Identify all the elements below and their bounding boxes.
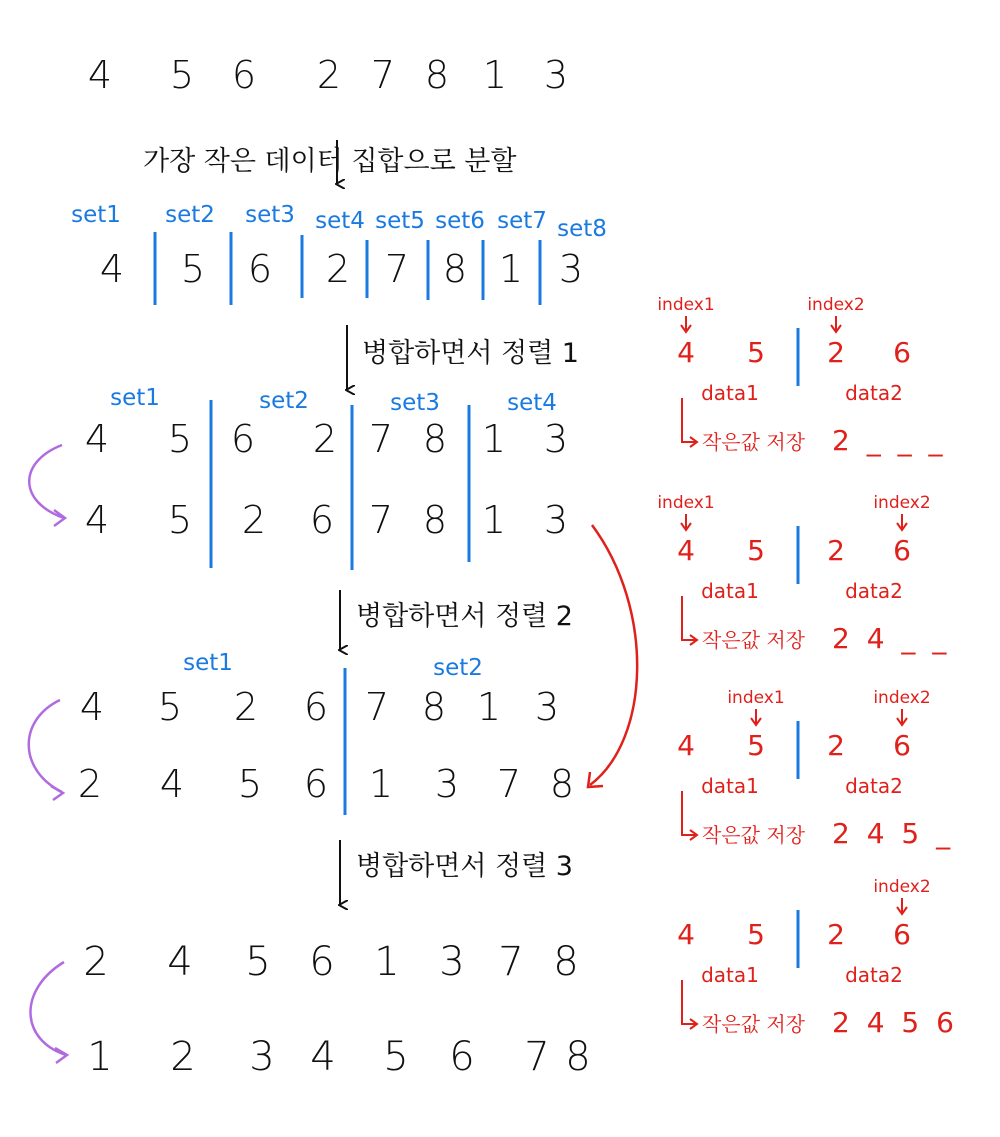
- pass3-before-value: 2: [83, 939, 109, 985]
- pass2-arrowhead: [51, 786, 63, 800]
- data1-label: data1: [701, 963, 759, 987]
- stored-result: 2 _ _ _: [832, 424, 947, 457]
- set-label: set5: [375, 208, 425, 234]
- set-label: set4: [315, 208, 365, 234]
- pass1-after-value: 1: [481, 498, 507, 542]
- pass1: [29, 385, 568, 570]
- pass1-after-value: 8: [422, 498, 448, 542]
- data2-value: 2: [827, 336, 845, 369]
- pass2-after-value: 2: [77, 762, 103, 806]
- pass2-before-value: 5: [157, 685, 183, 729]
- pass3-after-value: 4: [310, 1034, 336, 1080]
- set-label: set2: [259, 388, 309, 414]
- set-label: set2: [433, 655, 483, 681]
- red-connector-arc: [590, 525, 637, 785]
- pass1-before-value: 2: [312, 417, 338, 461]
- data1-value: 4: [677, 729, 695, 762]
- pass3-arrowhead: [55, 1048, 67, 1063]
- data1-value: 5: [747, 336, 765, 369]
- set-label: set7: [497, 208, 547, 234]
- pass2-before-value: 1: [476, 685, 502, 729]
- pass1-after-value: 5: [167, 498, 193, 542]
- pass3-before-value: 4: [167, 939, 193, 985]
- pass3-after-value: 6: [449, 1034, 475, 1080]
- pass3-before-value: 7: [498, 939, 524, 985]
- pass3-before-value: 3: [439, 939, 465, 985]
- pass2-after-value: 7: [496, 762, 522, 806]
- pass1-after-value: 2: [241, 498, 267, 542]
- data2-label: data2: [845, 381, 903, 405]
- split-value: 7: [384, 247, 410, 291]
- stored-result: 2 4 _ _: [832, 622, 951, 655]
- split-value: 4: [99, 247, 125, 291]
- pass2-after-value: 4: [159, 762, 185, 806]
- pass3-after-value: 5: [383, 1034, 409, 1080]
- pass1-transition-arrow: [29, 445, 64, 518]
- pass1-after-value: 4: [84, 498, 110, 542]
- split-step-label: 가장 작은 데이터 집합으로 분할: [143, 146, 517, 177]
- pass2-before-value: 4: [79, 685, 105, 729]
- pass1-after-value: 6: [309, 498, 335, 542]
- pass3-before-value: 5: [245, 939, 271, 985]
- data2-value: 2: [827, 534, 845, 567]
- pass2-after-value: 3: [434, 762, 460, 806]
- store-label: 작은값 저장: [702, 430, 805, 454]
- pass2-after-value: 6: [303, 762, 329, 806]
- split-value: 1: [498, 247, 524, 291]
- pass2-after-value: 5: [237, 762, 263, 806]
- pass2-before-value: 3: [534, 685, 560, 729]
- set-label: set2: [165, 202, 215, 228]
- initial-value: 8: [424, 53, 450, 97]
- data1-value: 4: [677, 336, 695, 369]
- pass2-before-value: 2: [233, 685, 259, 729]
- set-label: set3: [390, 390, 440, 416]
- pass2-before-value: 8: [421, 685, 447, 729]
- set-label: set4: [507, 390, 557, 416]
- pass3-after-value: 3: [249, 1034, 275, 1080]
- merge-demo-panels: [657, 295, 958, 1039]
- data2-value: 6: [893, 729, 911, 762]
- data1-label: data1: [701, 579, 759, 603]
- pass2: [29, 650, 574, 815]
- pass3-after-value: 2: [170, 1034, 196, 1080]
- data1-value: 4: [677, 918, 695, 951]
- pass2-before-value: 7: [364, 685, 390, 729]
- pass3-before-value: 1: [374, 939, 400, 985]
- pass1-before-value: 1: [481, 417, 507, 461]
- data2-value: 6: [893, 918, 911, 951]
- merge-step-1-label: 병합하면서 정렬 1: [362, 338, 579, 369]
- store-arrow: [682, 596, 696, 640]
- stored-result: 2 4 5 _: [832, 817, 955, 850]
- data2-label: data2: [845, 579, 903, 603]
- merge-step-3-label: 병합하면서 정렬 3: [356, 851, 573, 882]
- data1-label: data1: [701, 381, 759, 405]
- pass3-before-value: 8: [553, 939, 579, 985]
- pass1-before-value: 4: [84, 417, 110, 461]
- data2-label: data2: [845, 774, 903, 798]
- initial-value: 6: [231, 53, 257, 97]
- index1-label: index1: [657, 295, 715, 315]
- stored-result: 2 4 5 6: [832, 1006, 958, 1039]
- split-value: 6: [247, 247, 273, 291]
- initial-value: 5: [169, 53, 195, 97]
- pass1-after-value: 7: [368, 498, 394, 542]
- pass1-arrowhead: [54, 510, 65, 526]
- index1-label: index1: [657, 493, 715, 513]
- initial-value: 3: [543, 53, 569, 97]
- data1-value: 5: [747, 918, 765, 951]
- data2-value: 6: [893, 336, 911, 369]
- initial-array: [88, 53, 568, 97]
- pass3-after-value: 8: [565, 1034, 591, 1080]
- pass1-before-value: 8: [422, 417, 448, 461]
- index2-label: index2: [807, 295, 865, 315]
- merge-step-2-label: 병합하면서 정렬 2: [356, 601, 573, 632]
- store-label: 작은값 저장: [702, 823, 805, 847]
- pass3-after-value: 1: [87, 1034, 113, 1080]
- pass3: [30, 939, 590, 1080]
- pass1-before-value: 7: [368, 417, 394, 461]
- set-label: set1: [110, 385, 160, 411]
- pass2-before-value: 6: [303, 685, 329, 729]
- pass1-before-value: 5: [167, 417, 193, 461]
- data1-value: 4: [677, 534, 695, 567]
- initial-value: 4: [87, 53, 113, 97]
- pass1-before-value: 3: [543, 417, 569, 461]
- index2-label: index2: [873, 688, 931, 708]
- set-label: set8: [557, 216, 607, 242]
- data1-label: data1: [701, 774, 759, 798]
- pass1-before-value: 6: [230, 417, 256, 461]
- data1-value: 5: [747, 729, 765, 762]
- index2-label: index2: [873, 493, 931, 513]
- initial-value: 7: [370, 53, 396, 97]
- store-arrow: [682, 398, 696, 442]
- pass3-transition-arrow: [30, 962, 66, 1055]
- pass3-before-value: 6: [309, 939, 335, 985]
- set-label: set1: [71, 202, 121, 228]
- split-value: 2: [325, 247, 351, 291]
- split-value: 8: [442, 247, 468, 291]
- split-value: 5: [180, 247, 206, 291]
- pass2-after-value: 1: [368, 762, 394, 806]
- set-label: set1: [183, 650, 233, 676]
- initial-value: 1: [482, 53, 508, 97]
- data2-value: 6: [893, 534, 911, 567]
- set-label: set3: [245, 202, 295, 228]
- pass2-transition-arrow: [29, 700, 62, 792]
- index1-label: index1: [727, 688, 785, 708]
- set-label: set6: [435, 208, 485, 234]
- store-arrow: [682, 791, 696, 835]
- data1-value: 5: [747, 534, 765, 567]
- initial-value: 2: [316, 53, 342, 97]
- pass1-after-value: 3: [543, 498, 569, 542]
- split-sets: [71, 202, 607, 305]
- data2-value: 2: [827, 729, 845, 762]
- pass3-after-value: 7: [524, 1034, 550, 1080]
- pass2-after-value: 8: [549, 762, 575, 806]
- data2-label: data2: [845, 963, 903, 987]
- split-value: 3: [558, 247, 584, 291]
- store-label: 작은값 저장: [702, 1012, 805, 1036]
- store-label: 작은값 저장: [702, 628, 805, 652]
- data2-value: 2: [827, 918, 845, 951]
- index2-label: index2: [873, 877, 931, 897]
- store-arrow: [682, 980, 696, 1024]
